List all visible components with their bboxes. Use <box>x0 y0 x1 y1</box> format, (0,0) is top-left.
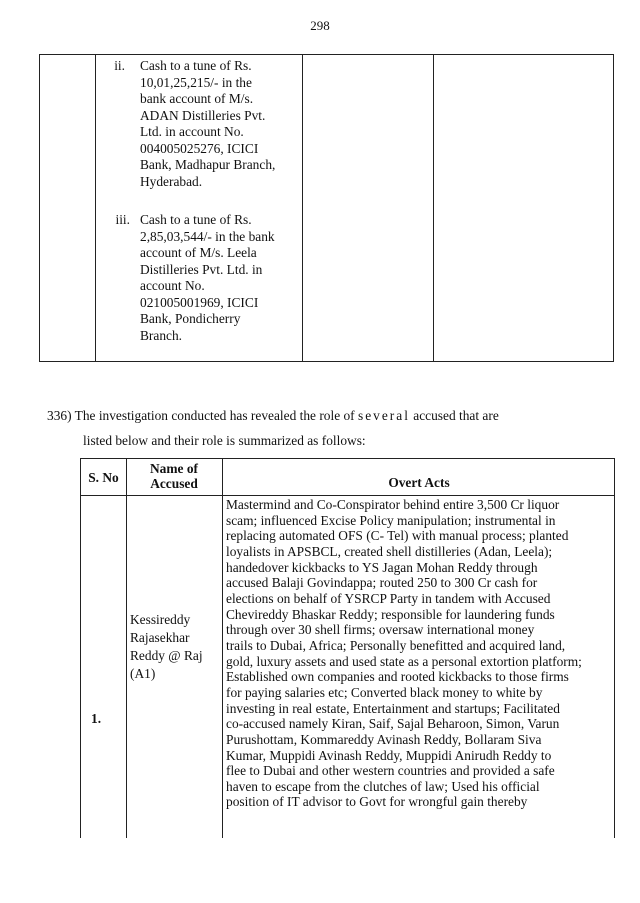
header-name-line: Accused <box>150 476 198 491</box>
acts-line: elections on behalf of YSRCP Party in tandem with Accused <box>226 590 551 606</box>
header-name-of-accused <box>126 461 222 491</box>
acts-line: Kumar, Muppidi Avinash Reddy, Muppidi Anirudh Reddy to <box>226 747 552 763</box>
acts-line: loyalists in APSBCL, created shell distilleries (Adan, Leela); <box>226 543 553 559</box>
acts-line: flee to Dubai and other western countries and provided a safe <box>226 763 555 779</box>
table-column-divider <box>302 55 303 361</box>
item-line: 10,01,25,215/- in the <box>140 74 252 90</box>
item-line: Ltd. in account No. <box>140 124 244 139</box>
item-text <box>140 58 300 190</box>
acts-line: Purushottam, Kommareddy Avinash Reddy, Bollaram Siva <box>226 731 542 747</box>
item-line: 021005001969, ICICI <box>140 294 259 310</box>
item-line: Cash to a tune of Rs. <box>140 212 252 227</box>
acts-line: investing in real estate, Entertainment and startups; Facilitated <box>226 700 560 716</box>
acts-line: replacing automated OFS (C- Tel) with manual process; planted <box>226 528 569 544</box>
acts-line: Chevireddy Bhaskar Reddy; responsible for laundering funds <box>226 606 555 622</box>
paragraph-number: 336) <box>47 408 72 423</box>
table-header-divider <box>81 495 614 496</box>
acts-line: for paying salaries etc; Converted black money to white by <box>226 684 543 700</box>
accused-table <box>80 458 615 838</box>
item-line: Bank, Pondicherry <box>140 311 241 326</box>
acts-line: through over 30 shell firms; oversaw international money <box>226 622 535 638</box>
table-column-divider <box>126 459 127 838</box>
item-line: Branch. <box>140 327 183 343</box>
row-sno: 1. <box>91 711 102 726</box>
acts-line: haven to escape from the clutches of law; Used his official <box>226 778 540 794</box>
acts-line: accused Balaji Govindappa; routed 250 to 300 Cr cash for <box>226 575 538 591</box>
item-line: ADAN Distilleries Pvt. <box>140 107 266 123</box>
item-number: iii. <box>115 212 130 227</box>
acts-line: trails to Dubai, Africa; Personally benefitted and acquired land, <box>226 637 566 653</box>
item-line: account of M/s. Leela <box>140 245 257 260</box>
paragraph-text: The investigation conducted has revealed the role of <box>74 408 355 423</box>
acts-line: Established own companies and rooted kickbacks to those firms <box>226 669 569 685</box>
item-text <box>140 212 300 344</box>
accused-line: Rajasekhar <box>130 630 190 645</box>
item-line: Bank, Madhapur Branch, <box>140 157 276 172</box>
paragraph-line-2: listed below and their role is summarized as follows: <box>83 433 366 448</box>
accused-name <box>130 611 225 683</box>
item-line: Hyderabad. <box>140 173 203 189</box>
item-line: 004005025276, ICICI <box>140 140 259 156</box>
overt-acts-text <box>226 497 612 810</box>
paragraph-line-1 <box>47 408 617 424</box>
table-column-divider <box>95 55 96 361</box>
acts-line: co-accused namely Kiran, Saif, Sajal Beharoon, Simon, Varun <box>226 716 560 732</box>
acts-line: scam; influenced Excise Policy manipulation; instrumental in <box>226 512 556 528</box>
table-column-divider <box>433 55 434 361</box>
acts-line: handedover kickbacks to YS Jagan Mohan Reddy through <box>226 559 538 575</box>
paragraph-text: accused that are <box>413 408 499 423</box>
header-overt-acts: Overt Acts <box>388 475 450 490</box>
item-line: 2,85,03,544/- in the bank <box>140 228 275 244</box>
item-number: ii. <box>114 58 125 73</box>
acts-line: gold, luxury assets and used state as a personal extortion platform; <box>226 653 582 669</box>
item-line: Cash to a tune of Rs. <box>140 58 252 73</box>
accused-line: Kessireddy <box>130 612 191 627</box>
accused-line: Reddy @ Raj <box>130 648 203 663</box>
header-name-line: Name of <box>150 461 198 476</box>
item-line: Distilleries Pvt. Ltd. in <box>140 261 263 277</box>
upper-table <box>39 54 614 362</box>
page-number: 298 <box>310 18 330 33</box>
acts-line: Mastermind and Co-Conspirator behind entire 3,500 Cr liquor <box>226 497 560 512</box>
header-sno: S. No <box>88 470 119 485</box>
accused-line: (A1) <box>130 666 156 681</box>
item-line: account No. <box>140 278 205 293</box>
acts-line: position of IT advisor to Govt for wrongful gain thereby <box>226 794 528 810</box>
item-line: bank account of M/s. <box>140 91 254 106</box>
paragraph-text-emphasis: several <box>358 408 410 423</box>
